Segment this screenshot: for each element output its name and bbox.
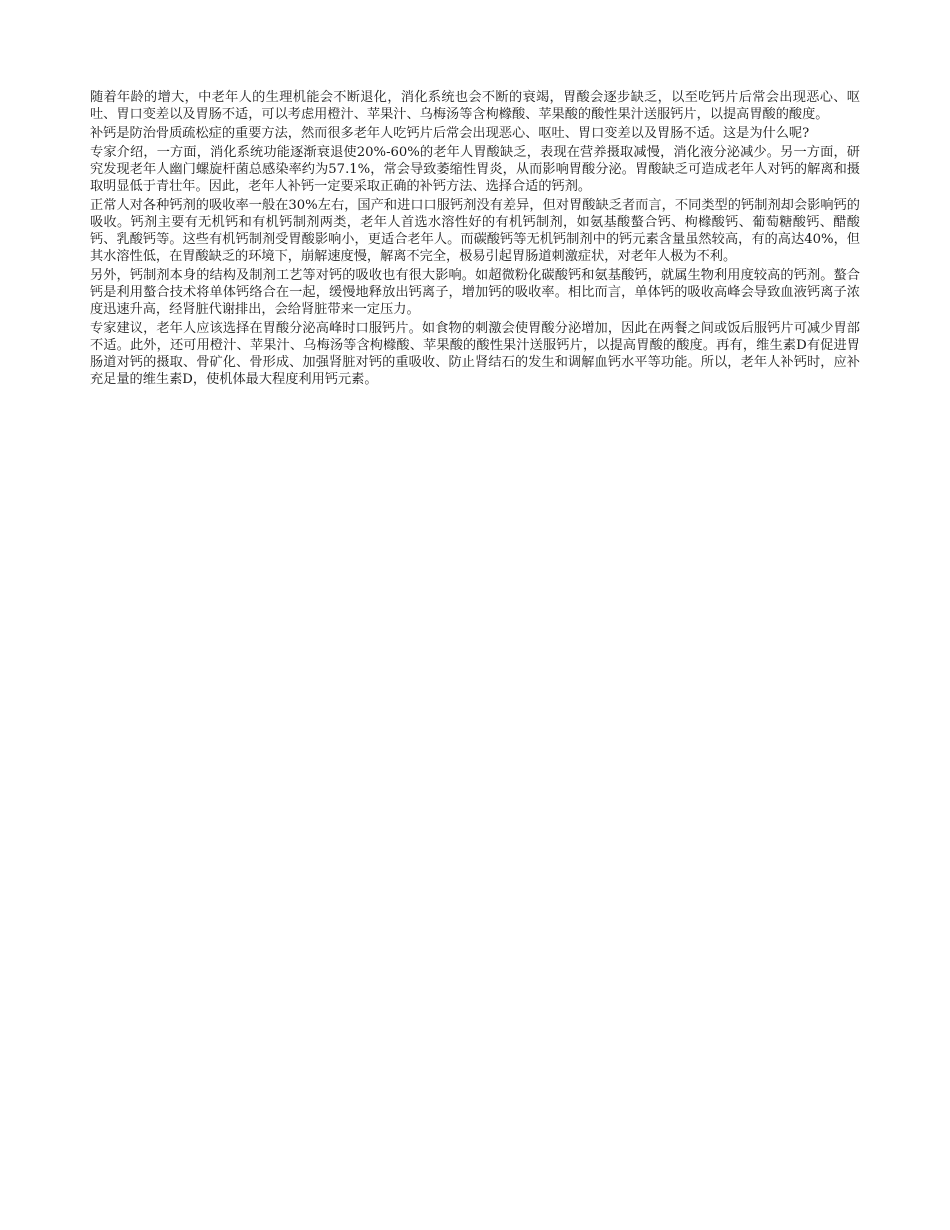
paragraph-expert-advice: 专家建议，老年人应该选择在胃酸分泌高峰时口服钙片。如食物的刺激会使胃酸分泌增加，因此在两餐之间或饭后服钙片可减少胃部不适。此外，还可用橙汁、苹果汁、乌梅汤等含枸橼酸、苹果酸的酸性果汁送服钙片，以提高胃酸的酸度。再有，维生素D有促进胃肠道对钙的摄取、骨矿化、骨形成、加强肾脏对钙的重吸收、防止肾结石的发生和调解血钙水平等功能。所以，老年人补钙时，应补充足量的维生素D，使机体最大程度利用钙元素。	[90, 321, 860, 387]
paragraph-absorption-rate: 正常人对各种钙剂的吸收率一般在30%左右，国产和进口口服钙剂没有差异，但对胃酸缺乏者而言，不同类型的钙制剂却会影响钙的吸收。钙剂主要有无机钙和有机钙制剂两类，老年人首选水溶性好的有机钙制剂，如氨基酸螯合钙、枸橼酸钙、葡萄糖酸钙、醋酸钙、乳酸钙等。这些有机钙制剂受胃酸影响小，更适合老年人。而碳酸钙等无机钙制剂中的钙元素含量虽然较高，有的高达40%，但其水溶性低，在胃酸缺乏的环境下，崩解速度慢，解离不完全，极易引起胃肠道刺激症状，对老年人极为不利。	[90, 198, 860, 264]
paragraph-formulation: 另外，钙制剂本身的结构及制剂工艺等对钙的吸收也有很大影响。如超微粉化碳酸钙和氨基酸钙，就属生物利用度较高的钙剂。螯合钙是利用螯合技术将单体钙络合在一起，缓慢地释放出钙离子，增加钙的吸收率。相比而言，单体钙的吸收高峰会导致血液钙离子浓度迅速升高，经肾脏代谢排出，会给肾脏带来一定压力。	[90, 268, 860, 317]
paragraph-question: 补钙是防治骨质疏松症的重要方法，然而很多老年人吃钙片后常会出现恶心、呕吐、胃口变差以及胃肠不适。这是为什么呢?	[90, 126, 810, 141]
paragraph-expert-intro: 专家介绍，一方面，消化系统功能逐渐衰退使20%-60%的老年人胃酸缺乏，表现在营养摄取减慢，消化液分泌减少。另一方面，研究发现老年人幽门螺旋杆菌总感染率约为57.1%，常会导致萎缩性胃炎，从而影响胃酸分泌。胃酸缺乏可造成老年人对钙的解离和摄取明显低于青壮年。因此，老年人补钙一定要采取正确的补钙方法、选择合适的钙剂。	[90, 145, 860, 194]
paragraph-intro: 随着年龄的增大，中老年人的生理机能会不断退化，消化系统也会不断的衰竭，胃酸会逐步缺乏，以至吃钙片后常会出现恶心、呕吐、胃口变差以及胃肠不适，可以考虑用橙汁、苹果汁、乌梅汤等含枸橼酸、苹果酸的酸性果汁送服钙片，以提高胃酸的酸度。	[90, 90, 860, 122]
document-page	[90, 89, 860, 390]
